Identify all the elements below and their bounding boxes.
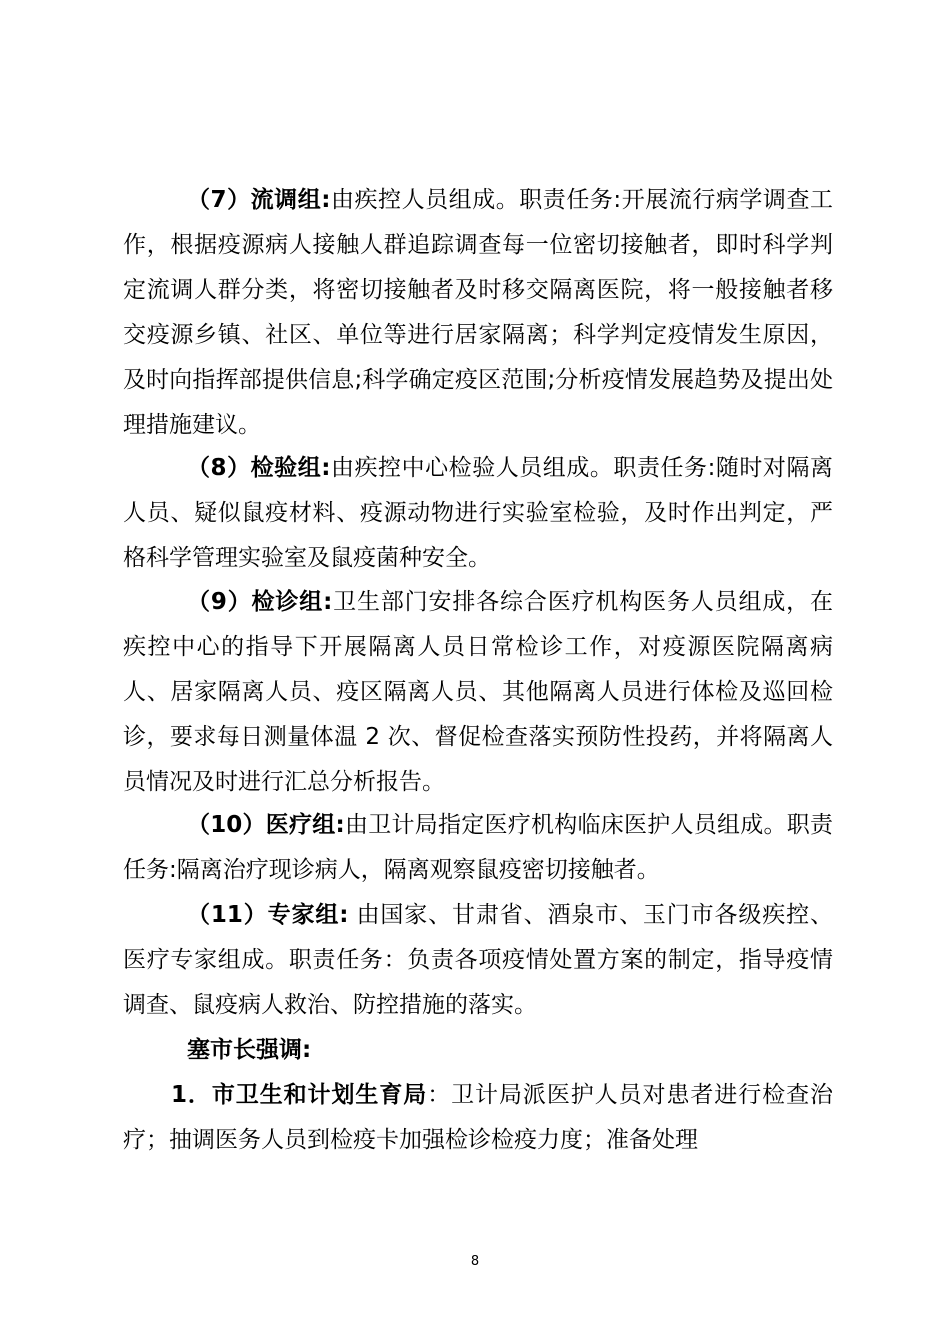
paragraph-heading: （8）检验组: (187, 455, 331, 481)
paragraph-heading: （11）专家组: (187, 902, 349, 928)
paragraph-text: 由国家、甘肃省、酒泉市、玉门市各级疾控、医疗专家组成。职责任务：负责各项疫情处置方案的制定，指导疫情调查、鼠疫病人救治、防控措施的落实。 (123, 902, 833, 1018)
paragraph-text: 由疾控人员组成。职责任务:开展流行病学调查工作，根据疫源病人接触人群追踪调查每一位密切接触者，即时科学判定流调人群分类，将密切接触者及时移交隔离医院，将一般接触者移交疫源乡镇、社区、单位等进行居家隔离；科学判定疫情发生原因，及时向指挥部提供信息;科学确定疫区范围;分析疫情发展趋势及提出处理措施建议。 (123, 187, 834, 438)
paragraph-health-bureau (123, 1073, 833, 1163)
paragraph-epidemiology-group (123, 178, 833, 448)
paragraph-medical-group (123, 803, 833, 893)
paragraph-heading: （10）医疗组: (187, 812, 345, 838)
paragraph-expert-group (123, 893, 833, 1028)
paragraph-text: 由疾控中心检验人员组成。职责任务:随时对隔离人员、疑似鼠疫材料、疫源动物进行实验室检验，及时作出判定，严格科学管理实验室及鼠疫菌种安全。 (123, 455, 834, 571)
paragraph-heading: （7）流调组: (187, 187, 331, 213)
paragraph-heading: 塞市长强调: (187, 1037, 312, 1063)
paragraph-text: ：卫计局派医护人员对患者进行检查治疗；抽调医务人员到检疫卡加强检诊检疫力度；准备处理 (123, 1082, 833, 1153)
paragraph-text: 由卫计局指定医疗机构临床医护人员组成。职责任务:隔离治疗现诊病人，隔离观察鼠疫密切接触者。 (123, 812, 833, 883)
paragraph-text: 卫生部门安排各综合医疗机构医务人员组成，在疾控中心的指导下开展隔离人员日常检诊工作，对疫源医院隔离病人、居家隔离人员、疫区隔离人员、其他隔离人员进行体检及巡回检诊，要求每日测量体温 2 次、督促检查落实预防性投药，并将隔离人员情况及时进行汇总分析报告。 (123, 589, 834, 795)
paragraph-heading: 1．市卫生和计划生育局 (171, 1082, 428, 1108)
paragraph-inspection-group (123, 580, 833, 805)
paragraph-mayor-emphasis (123, 1028, 833, 1073)
page-number: 8 (470, 1254, 480, 1269)
paragraph-heading: （9）检诊组: (187, 589, 333, 615)
paragraph-testing-group (123, 446, 833, 581)
